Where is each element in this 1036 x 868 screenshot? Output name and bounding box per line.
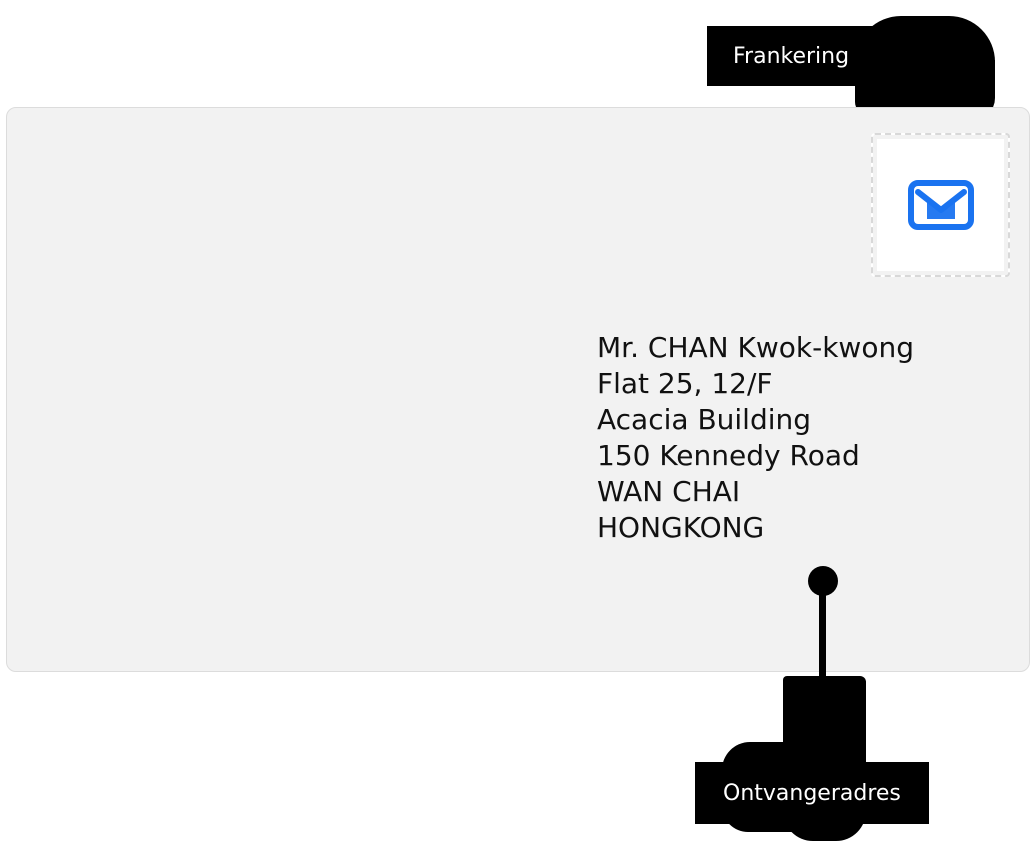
- ontvangeradres-leader-line: [819, 580, 826, 685]
- callout-frankering: [707, 26, 875, 86]
- address-line: Flat 25, 12/F: [597, 367, 773, 400]
- recipient-address: [597, 330, 1017, 546]
- address-line: HONGKONG: [597, 511, 765, 544]
- callout-ontvangeradres-label: Ontvangeradres: [723, 780, 901, 806]
- postage-stamp: [871, 133, 1010, 277]
- callout-ontvangeradres: [695, 762, 929, 824]
- address-line: Acacia Building: [597, 403, 812, 436]
- address-line: 150 Kennedy Road: [597, 439, 860, 472]
- postage-stamp-inner: [886, 148, 995, 262]
- mail-envelope-icon: [908, 179, 974, 231]
- callout-frankering-label: Frankering: [733, 43, 850, 69]
- address-line: Mr. CHAN Kwok-kwong: [597, 331, 914, 364]
- address-line: WAN CHAI: [597, 475, 741, 508]
